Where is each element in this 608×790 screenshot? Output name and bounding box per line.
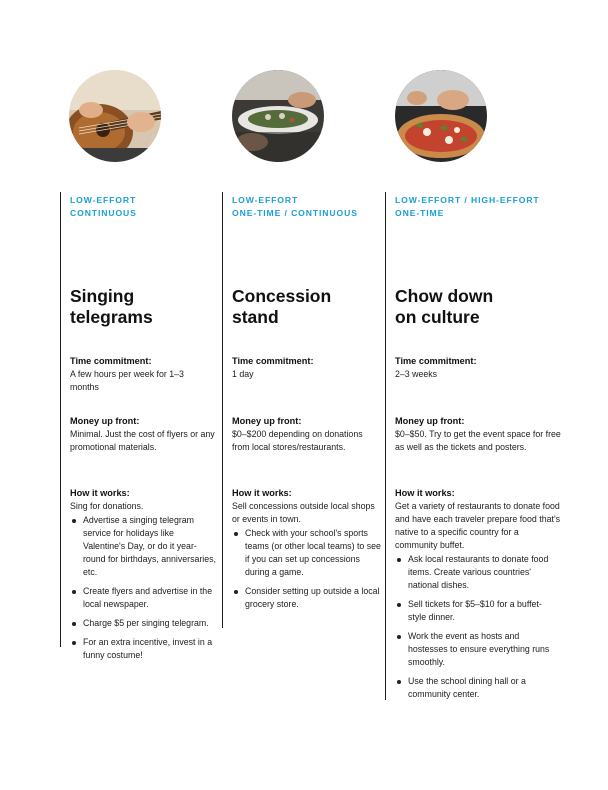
money-text: $0–$50. Try to get the event space for free as well as the tickets and posters. (395, 429, 561, 452)
time-commitment-text: 2–3 weeks (395, 369, 438, 379)
time-commitment-text: 1 day (232, 369, 254, 379)
title-line: on culture (395, 307, 480, 327)
money-text: Minimal. Just the cost of flyers or any promotional materials. (70, 429, 215, 452)
list-item: Ask local restaurants to donate food items. Create various countries' national dishes. (395, 553, 553, 592)
column-divider (385, 192, 386, 700)
title-line: Concession (232, 286, 332, 306)
effort-level: LOW-EFFORT / HIGH-EFFORT (395, 195, 540, 205)
money-label: Money up front: (70, 416, 140, 426)
frequency: CONTINUOUS (70, 208, 137, 218)
money-text: $0–$200 depending on donations from local stores/restaurants. (232, 429, 363, 452)
title-line: Singing (70, 286, 135, 306)
list-item: Use the school dining hall or a community center. (395, 675, 553, 701)
activity-title (395, 286, 493, 328)
activity-title (70, 286, 153, 328)
list-item: Check with your school's sports teams (or other local teams) to see if you can set up concessions during a game. (232, 527, 382, 579)
title-line: Chow down (395, 286, 494, 306)
frequency: ONE-TIME / CONTINUOUS (232, 208, 358, 218)
title-line: stand (232, 307, 279, 327)
time-commitment-label: Time commitment: (395, 356, 477, 366)
effort-level: LOW-EFFORT (70, 195, 137, 205)
how-it-works-list (70, 514, 218, 668)
activity-title (232, 286, 331, 328)
title-line: telegrams (70, 307, 153, 327)
list-item: For an extra incentive, invest in a funny costume! (70, 636, 218, 662)
how-it-works-label: How it works: (232, 488, 292, 498)
list-item: Work the event as hosts and hostesses to ensure everything runs smoothly. (395, 630, 553, 669)
list-item: Consider setting up outside a local grocery store. (232, 585, 382, 611)
money-label: Money up front: (395, 416, 465, 426)
column-divider (222, 192, 223, 628)
how-it-works-label: How it works: (395, 488, 455, 498)
effort-tag (70, 194, 137, 220)
how-it-works-label: How it works: (70, 488, 130, 498)
how-it-works-list (395, 553, 553, 707)
list-item: Advertise a singing telegram service for holidays like Valentine's Day, or do it year-round for birthdays, anniversaries, etc. (70, 514, 218, 579)
concession-food-photo-icon (232, 70, 324, 162)
list-item: Sell tickets for $5–$10 for a buffet-style dinner. (395, 598, 553, 624)
effort-level: LOW-EFFORT (232, 195, 299, 205)
how-it-works-intro: Sing for donations. (70, 501, 144, 511)
effort-tag (232, 194, 358, 220)
column-divider (60, 192, 61, 647)
guitar-photo-icon (69, 70, 161, 162)
list-item: Charge $5 per singing telegram. (70, 617, 218, 630)
how-it-works-intro: Sell concessions outside local shops or events in town. (232, 501, 375, 524)
how-it-works-list (232, 527, 382, 617)
list-item: Create flyers and advertise in the local newspaper. (70, 585, 218, 611)
effort-tag (395, 194, 540, 220)
how-it-works-intro: Get a variety of restaurants to donate food and have each traveler prepare food that's native to a specific country for a community buffet. (395, 501, 561, 550)
frequency: ONE-TIME (395, 208, 445, 218)
money-label: Money up front: (232, 416, 302, 426)
time-commitment-label: Time commitment: (70, 356, 152, 366)
pizza-photo-icon (395, 70, 487, 162)
time-commitment-label: Time commitment: (232, 356, 314, 366)
time-commitment-text: A few hours per week for 1–3 months (70, 369, 184, 392)
